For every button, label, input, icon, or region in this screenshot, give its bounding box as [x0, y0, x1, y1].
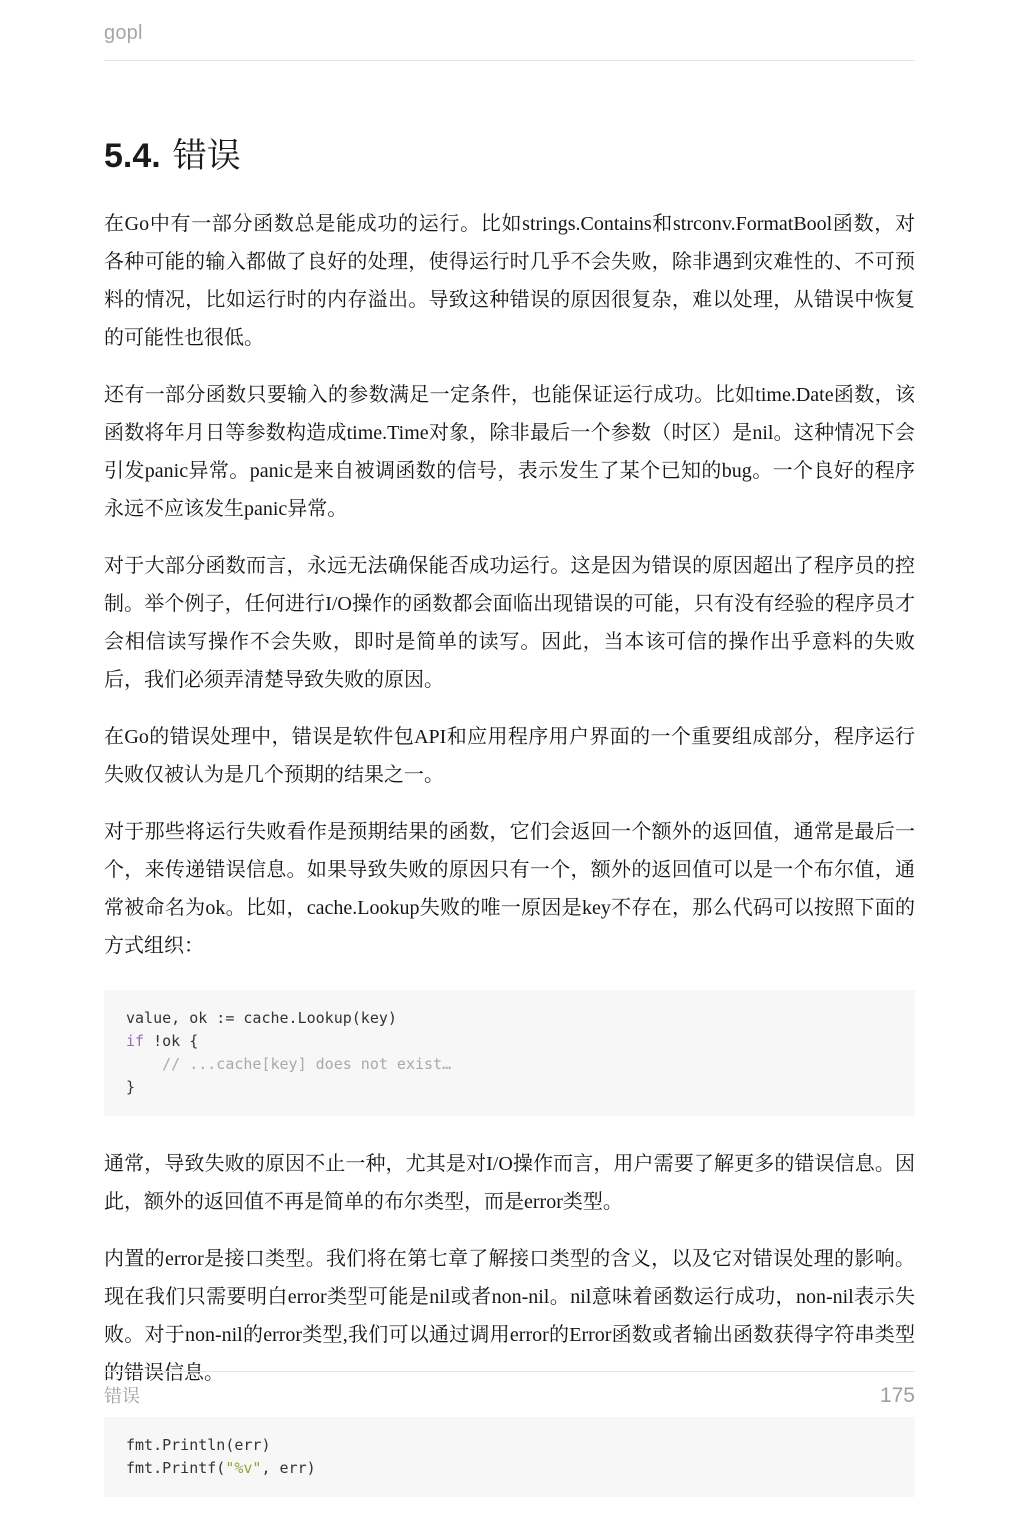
section-heading: [104, 138, 915, 175]
section-number: 5.4.: [104, 137, 161, 175]
paragraph-3: 对于大部分函数而言，永远无法确保能否成功运行。这是因为错误的原因超出了程序员的控制。举个例子，任何进行I/O操作的函数都会面临出现错误的可能，只有没有经验的程序员才会相信读写操作不会失败，即时是简单的读写。因此，当本该可信的操作出乎意料的失败后，我们必须弄清楚导致失败的原因。: [104, 555, 915, 692]
code-block-error-print: fmt.Println(err) fmt.Printf("%v", err): [104, 1417, 915, 1497]
code-block-cache-lookup: value, ok := cache.Lookup(key) if !ok { // ...cache[key] does not exist… }: [104, 990, 915, 1116]
paragraph-4: 在Go的错误处理中，错误是软件包API和应用程序用户界面的一个重要组成部分，程序运行失败仅被认为是几个预期的结果之一。: [104, 726, 915, 787]
paragraph-5: 对于那些将运行失败看作是预期结果的函数，它们会返回一个额外的返回值，通常是最后一个，来传递错误信息。如果导致失败的原因只有一个，额外的返回值可以是一个布尔值，通常被命名为ok。比如，cache.Lookup失败的唯一原因是key不存在，那么代码可以按照下面的方式组织：: [104, 821, 915, 958]
paragraph-6: 通常，导致失败的原因不止一种，尤其是对I/O操作而言，用户需要了解更多的错误信息。因此，额外的返回值不再是简单的布尔类型，而是error类型。: [104, 1153, 915, 1214]
footer-divider: [104, 1371, 915, 1372]
paragraph-1: 在Go中有一部分函数总是能成功的运行。比如strings.Contains和strconv.FormatBool函数，对各种可能的输入都做了良好的处理，使得运行时几乎不会失败，除非遇到灾难性的、不可预料的情况，比如运行时的内存溢出。导致这种错误的原因很复杂，难以处理，从错误中恢复的可能性也很低。: [104, 213, 915, 350]
footer-page-number: 175: [879, 1384, 915, 1407]
site-title: gopl: [104, 22, 143, 44]
section-title: 错误: [172, 138, 241, 175]
main-content: [104, 138, 915, 1526]
paragraph-7: 内置的error是接口类型。我们将在第七章了解接口类型的含义，以及它对错误处理的影响。现在我们只需要明白error类型可能是nil或者non-nil。nil意味着函数运行成功，non-nil表示失败。对于non-nil的error类型,我们可以通过调用error的Error函数或者输出函数获得字符串类型的错误信息。: [104, 1248, 915, 1385]
page-header: [104, 22, 915, 45]
footer-chapter-title: 错误: [104, 1386, 140, 1406]
page-footer: [104, 1382, 915, 1408]
paragraph-2: 还有一部分函数只要输入的参数满足一定条件，也能保证运行成功。比如time.Date函数，该函数将年月日等参数构造成time.Time对象，除非最后一个参数（时区）是nil。这种情况下会引发panic异常。panic是来自被调函数的信号，表示发生了某个已知的bug。一个良好的程序永远不应该发生panic异常。: [104, 384, 915, 521]
header-divider: [104, 60, 915, 61]
